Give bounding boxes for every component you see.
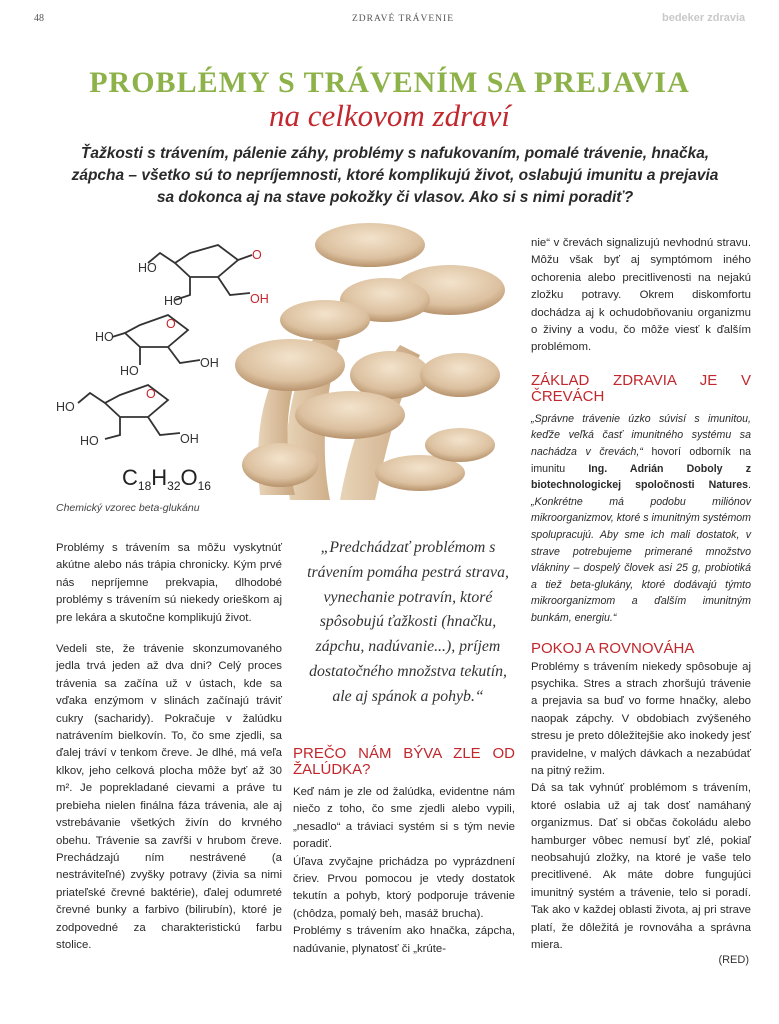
- expert-quote: „Správne trávenie úzko súvisí s imunitou, keďže veľká časť imunitného systému sa nachádza v črevách,“: [531, 412, 751, 459]
- headline-line-2: na celkovom zdraví: [268, 98, 511, 133]
- paragraph: Problémy s trávením niekedy spôsobuje aj psychika. Stres a strach zhoršujú trávenie a prejavia sa buď vo forme hnačky, alebo naopak zápchy. V obdobiach zvýšeného stresu je preto dôležitejšie ako inokedy jesť pravidelne, v malých dávkach a nezabúdať na pitný režim.: [531, 660, 751, 777]
- chem-label-oh: OH: [250, 292, 269, 306]
- paragraph: Vedeli ste, že trávenie skonzumovaného jedla trvá jeden až dva dni? Celý proces trávenia sa začína už v ústach, kde sa vďaka enzýmom v slinách začínajú tráviť cukry (sacharidy). Pokračuje v žalúdku natrávením bielkovín. To, čo sme zjedli, sa ďalej tráví v tenkom čreve. Je dlhé, má veľa klkov, jeho celková plocha môže byť až 30 m². Je poprekladané cievami a práve tu prebieha nielen finálna fáza trávenia, ale aj vstrebávanie všetkých živín do krvného obehu. Trávenie sa zavŕši v hrubom čreve. Prechádzajú ním nestrávené (a nestráviteľné) zvyšky potravy (živia sa nimi priateľské črevné baktérie), ďalej odumreté črevné bunky a farbivo (bilirubín), ktoré je zodpovedné za charakteristickú farbu stolice.: [56, 643, 282, 951]
- chem-label-ho: HO: [164, 294, 183, 308]
- chem-label-ho: HO: [80, 434, 99, 448]
- pull-quote: „Predchádzať problémom s trávením pomáha pestrá strava, vynechanie potravín, ktoré spôsobujú ťažkosti (hnačku, zápchu, nadúvanie...), príjem dostatočného množstva tekutín, ale aj spánok a pohyb.“: [307, 539, 509, 705]
- lead-paragraph: Ťažkosti s trávením, pálenie záhy, problémy s nafukovaním, pomalé trávenie, hnačka, zápcha – všetko sú to nepríjemnosti, ktoré komplikujú život, oslabujú imunitu a prejavia sa dokonca aj na stave pokožky či vlasov. Ako si s nimi poradiť?: [71, 145, 719, 206]
- chem-label-ho: HO: [56, 400, 75, 414]
- section-heading: ZÁKLAD ZDRAVIA JE V ČREVÁCH: [531, 371, 751, 405]
- chem-label-ho: HO: [120, 364, 139, 378]
- section-heading: PREČO NÁM BÝVA ZLE OD ŽALÚDKA?: [293, 745, 515, 778]
- chem-label-oh: OH: [200, 356, 219, 370]
- figure-caption: Chemický vzorec beta-glukánu: [56, 502, 200, 514]
- paragraph: Keď nám je zle od žalúdka, evidentne nám niečo z toho, čo sme zjedli alebo vypili, „nesadlo“ a tráviaci systém si s tým nevie poradiť.: [293, 786, 515, 851]
- brand-logo: bedeker zdravia: [662, 12, 746, 24]
- chem-label-oh: OH: [180, 432, 199, 446]
- chem-label-ho: HO: [138, 261, 157, 275]
- column-2: [293, 746, 515, 958]
- column-1: [56, 540, 282, 954]
- section-heading: POKOJ A ROVNOVÁHA: [531, 639, 695, 657]
- paragraph: Dá sa tak vyhnúť problémom s trávením, ktoré oslabia už aj tak dosť namáhaný organizmus. Dať si občas čokoládu alebo hamburger vôbec nemusí byť zlé, pokiaľ neobsahujú zložky, na ktoré je vaše telo precitlivené. Ak máte dobre fungujúci imunitný systém a trávenie, telo si poradí. Tak ako v každej oblasti života, aj pri strave platí, že dôležitá je rovnováha a správna miera.: [531, 782, 751, 952]
- author-signature: (RED): [718, 954, 749, 966]
- chem-label-o: O: [146, 387, 156, 401]
- expert-name: Ing. Adrián Doboly z biotechnologickej spoločnosti Natures: [531, 462, 752, 492]
- chem-label-ho: HO: [95, 330, 114, 344]
- chem-label-o: O: [166, 317, 176, 331]
- paragraph: Problémy s trávením ako hnačka, zápcha, nadúvanie, plynatosť či „krúte-: [293, 925, 515, 955]
- paragraph: nie“ v črevách signalizujú nevhodnú stravu. Môžu však byť aj symptómom iného ochorenia alebo precitlivenosti na nejakú zložku potravy. Okrem diskomfortu dochádza aj k ochudobňovaniu organizmu o živiny a vodu, čo môže viesť k ďalším problémom.: [531, 237, 751, 354]
- formula-labels: [56, 248, 269, 448]
- expert-quote: „Konkrétne má podobu miliónov mikroorganizmov, ktoré s imunitným systémom spolupracujú. Aby sme ich mali dostatok, v strave potrebujeme primerané množstvo vlákniny – dospelý človek asi 25 g, probiotiká a tiež beta-glukány, ktoré dodávajú týmto mikroorganizmom a ďalším imunitným bunkám, energiu.“: [531, 495, 751, 624]
- paragraph: Problémy s trávením sa môžu vyskytnúť akútne alebo nás trápia chronicky. Kým prvé nás nepríjemne prekvapia, dlhodobé problémy s trávením sú niekedy orieškom aj pre lekára a skutočne komplikujú život.: [56, 542, 282, 624]
- beta-glucan-illustration: [40, 215, 540, 515]
- molecular-formula: $C_{18}H_{32}O_{16}$: [122, 465, 211, 493]
- page-number: 48: [34, 13, 44, 24]
- chem-label-o: O: [252, 248, 262, 262]
- column-3: [531, 235, 751, 954]
- paragraph: „Správne trávenie úzko súvisí s imunitou, keďže veľká časť imunitného systému sa nachádza v črevách,“ hovorí odborník na imunitu Ing. Adrián Doboly z biotechnologickej spoločnosti Natures. „Konkrétne má podobu miliónov mikroorganizmov, ktoré s imunitným systémom spolupracujú. Aby sme ich mali dostatok, v strave potrebujeme primerané množstvo vlákniny – dospelý človek asi 25 g, probiotiká a tiež beta-glukány, ktoré dodávajú týmto mikroorganizmom a ďalším imunitným bunkám, energiu.“: [531, 412, 752, 624]
- paragraph: Úľava zvyčajne prichádza po vyprázdnení čriev. Prvou pomocou je vtedy dostatok tekutín a pohyb, ktorý podporuje trávenie (chôdza, pomalý beh, masáž brucha).: [293, 855, 515, 920]
- headline-line-1: PROBLÉMY S TRÁVENÍM SA PREJAVIA: [89, 66, 690, 99]
- oyster-mushrooms-icon: [235, 223, 505, 500]
- section-title: ZDRAVÉ TRÁVENIE: [352, 14, 454, 24]
